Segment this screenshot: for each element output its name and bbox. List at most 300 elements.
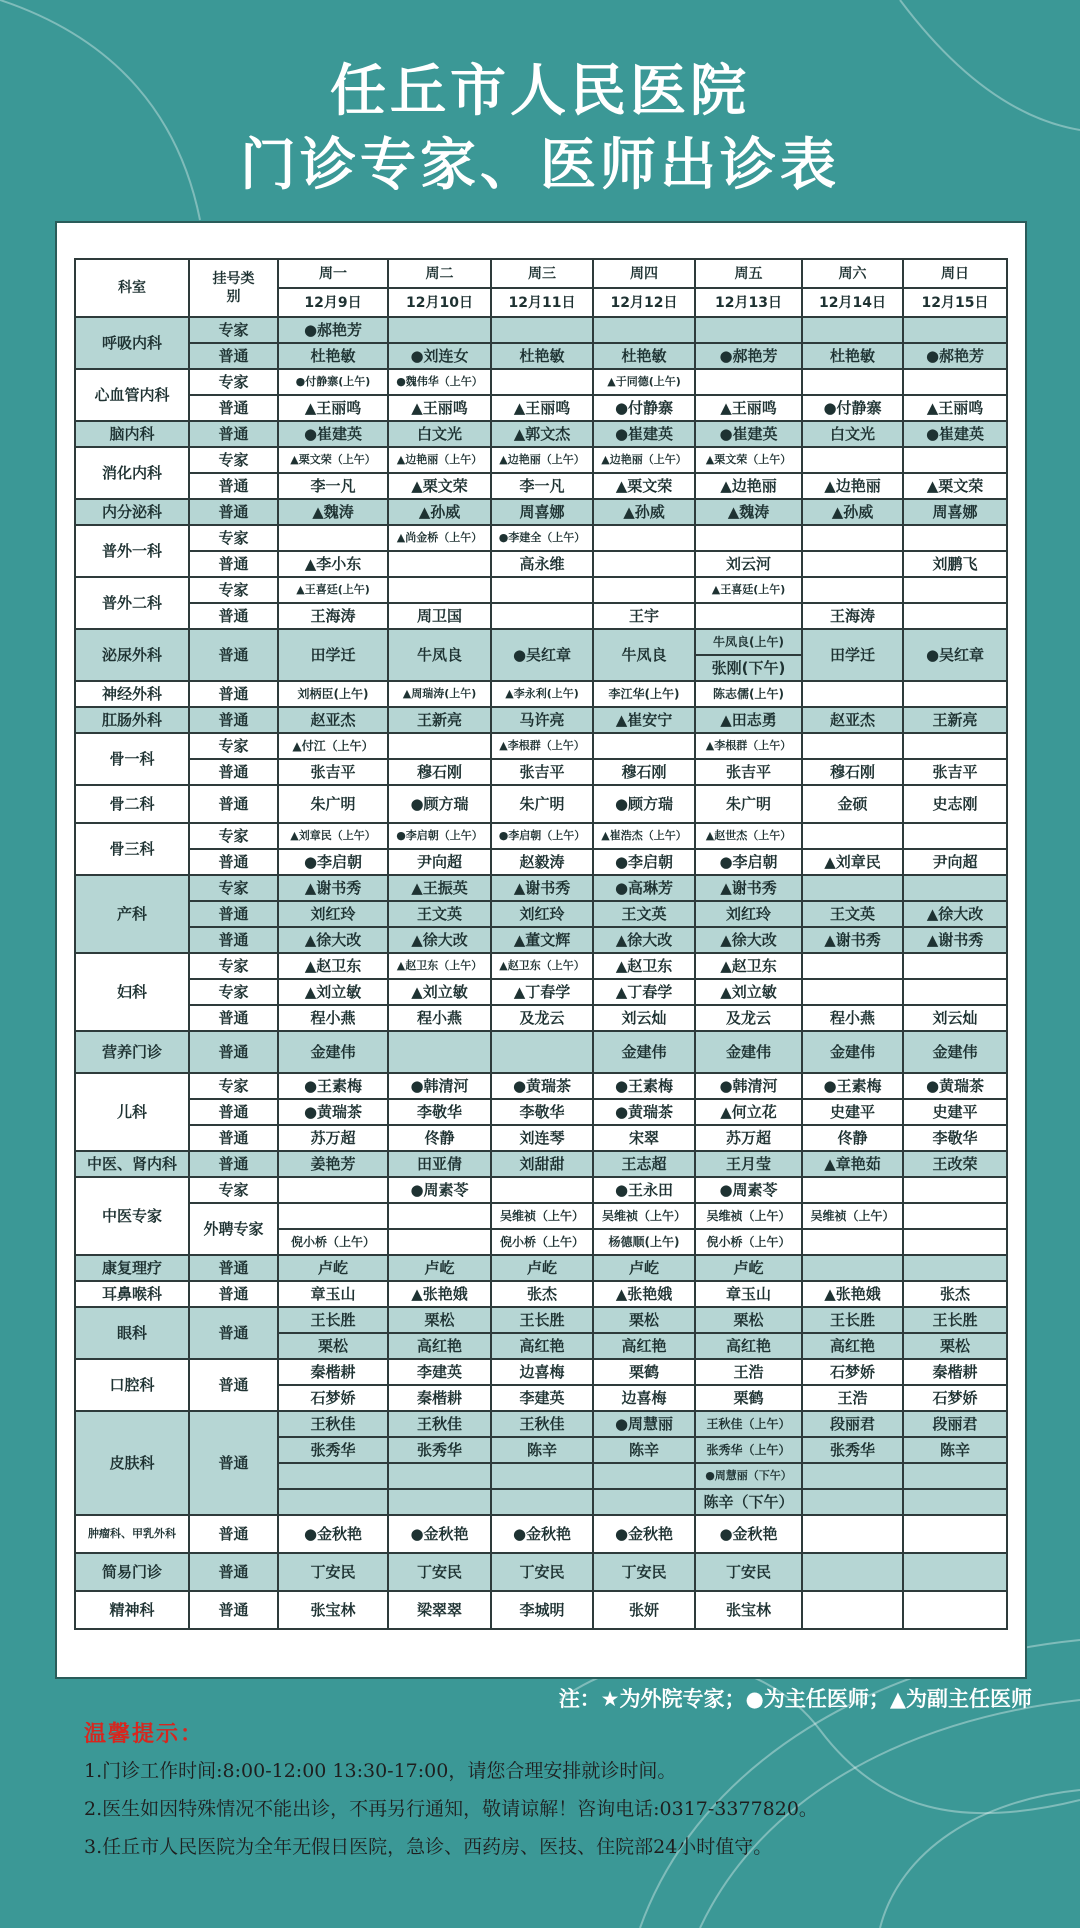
- doctor-cell: ▲丁春学: [491, 979, 593, 1005]
- registration-type: 普通: [189, 499, 278, 525]
- table-row: [75, 499, 1007, 525]
- doctor-cell: ▲魏涛: [278, 499, 388, 525]
- department-name: 妇科: [75, 953, 189, 1031]
- doctor-cell: [388, 1203, 491, 1229]
- header-date: 12月10日: [388, 288, 491, 317]
- doctor-cell: 高永维: [491, 551, 593, 577]
- doctor-cell: 栗松: [593, 1307, 695, 1333]
- doctor-cell: ●王素梅: [802, 1073, 903, 1099]
- registration-type: 普通: [189, 395, 278, 421]
- department-name: 儿科: [75, 1073, 189, 1151]
- department-name: 中医、肾内科: [75, 1151, 189, 1177]
- doctor-cell: 段丽君: [903, 1411, 1007, 1437]
- doctor-cell: 马许亮: [491, 707, 593, 733]
- table-row: [75, 849, 1007, 875]
- header-date: 12月13日: [695, 288, 802, 317]
- doctor-cell: ▲赵卫东: [695, 953, 802, 979]
- doctor-cell: 姜艳芳: [278, 1151, 388, 1177]
- doctor-cell: ▲栗文荣（上午）: [695, 447, 802, 473]
- doctor-cell: [388, 317, 491, 343]
- doctor-cell: [491, 577, 593, 603]
- doctor-cell: 石梦娇: [278, 1385, 388, 1411]
- doctor-cell: 王月莹: [695, 1151, 802, 1177]
- table-row: [75, 395, 1007, 421]
- doctor-cell: 章玉山: [278, 1281, 388, 1307]
- department-name: 呼吸内科: [75, 317, 189, 369]
- table-row: [75, 1151, 1007, 1177]
- doctor-cell: 田学迁: [802, 629, 903, 681]
- doctor-cell: 王秋佳: [388, 1411, 491, 1437]
- doctor-cell: 王长胜: [278, 1307, 388, 1333]
- doctor-cell: ●刘连女: [388, 343, 491, 369]
- doctor-cell: [593, 1463, 695, 1489]
- doctor-cell: [388, 1489, 491, 1515]
- registration-type: 普通: [189, 1281, 278, 1307]
- doctor-cell: 丁安民: [695, 1553, 802, 1591]
- registration-type: 专家: [189, 875, 278, 901]
- doctor-cell: ▲徐大改: [593, 927, 695, 953]
- doctor-cell: 高红艳: [593, 1333, 695, 1359]
- table-row: [75, 1005, 1007, 1031]
- doctor-cell: 穆石刚: [593, 759, 695, 785]
- doctor-cell: ●高琳芳: [593, 875, 695, 901]
- doctor-cell: ▲王丽鸣: [695, 395, 802, 421]
- doctor-cell: ●吴红章: [491, 629, 593, 681]
- table-row: [75, 447, 1007, 473]
- doctor-cell: [903, 1489, 1007, 1515]
- doctor-cell: ▲王振英: [388, 875, 491, 901]
- doctor-cell: ▲刘立敏: [278, 979, 388, 1005]
- header-day: 周六: [802, 259, 903, 288]
- registration-type: 普通: [189, 1005, 278, 1031]
- department-name: 皮肤科: [75, 1411, 189, 1515]
- doctor-cell: ●韩清河: [388, 1073, 491, 1099]
- doctor-cell: 石梦娇: [903, 1385, 1007, 1411]
- doctor-cell: [802, 1229, 903, 1255]
- doctor-cell: ▲徐大改: [388, 927, 491, 953]
- registration-type: 专家: [189, 979, 278, 1005]
- doctor-cell: ●崔建英: [903, 421, 1007, 447]
- doctor-cell: ▲尚金桥（上午）: [388, 525, 491, 551]
- doctor-cell: ●周慧丽（下午）: [695, 1463, 802, 1489]
- doctor-cell: 佟静: [388, 1125, 491, 1151]
- doctor-cell: 高红艳: [695, 1333, 802, 1359]
- doctor-cell: 王海涛: [278, 603, 388, 629]
- registration-type: 普通: [189, 927, 278, 953]
- doctor-cell: [903, 953, 1007, 979]
- doctor-cell: [802, 577, 903, 603]
- doctor-cell: ▲边艳丽（上午）: [593, 447, 695, 473]
- legend-note: 注：★为外院专家；●为主任医师；▲为副主任医师: [558, 1687, 1032, 1711]
- doctor-cell: [278, 1177, 388, 1203]
- department-name: 康复理疗: [75, 1255, 189, 1281]
- doctor-cell: [802, 1553, 903, 1591]
- registration-type: 专家: [189, 577, 278, 603]
- table-row: [75, 733, 1007, 759]
- doctor-cell: 高红艳: [491, 1333, 593, 1359]
- doctor-cell: ▲徐大改: [695, 927, 802, 953]
- table-row: [75, 1359, 1007, 1385]
- tips-title: 温馨提示：: [84, 1721, 205, 1747]
- doctor-cell: 尹向超: [388, 849, 491, 875]
- doctor-cell: [802, 1463, 903, 1489]
- doctor-cell: 及龙云: [491, 1005, 593, 1031]
- doctor-cell: [802, 953, 903, 979]
- doctor-cell: 王宇: [593, 603, 695, 629]
- table-row: [75, 1553, 1007, 1591]
- doctor-cell: ▲赵卫东: [593, 953, 695, 979]
- header-date: 12月14日: [802, 288, 903, 317]
- doctor-cell: ●郝艳芳: [278, 317, 388, 343]
- doctor-cell: [802, 733, 903, 759]
- doctor-cell: [903, 733, 1007, 759]
- doctor-cell: [491, 369, 593, 395]
- doctor-cell: ●金秋艳: [278, 1515, 388, 1553]
- registration-type: 普通: [189, 1099, 278, 1125]
- doctor-cell: ▲崔浩杰（上午）: [593, 823, 695, 849]
- doctor-cell: ●崔建英: [593, 421, 695, 447]
- doctor-cell: 张秀华: [278, 1437, 388, 1463]
- table-row: [75, 1177, 1007, 1203]
- doctor-cell: ▲何立花: [695, 1099, 802, 1125]
- doctor-cell: ●顾方瑞: [388, 785, 491, 823]
- doctor-cell: [903, 369, 1007, 395]
- doctor-cell: [802, 369, 903, 395]
- doctor-cell: ▲孙威: [388, 499, 491, 525]
- doctor-cell: 刘红玲: [278, 901, 388, 927]
- registration-type: 专家: [189, 317, 278, 343]
- doctor-cell: ▲王丽鸣: [491, 395, 593, 421]
- table-row: [75, 421, 1007, 447]
- doctor-cell: [593, 317, 695, 343]
- doctor-cell: ▲栗文荣: [903, 473, 1007, 499]
- doctor-cell: ▲谢书秀: [695, 875, 802, 901]
- doctor-cell: 王新亮: [903, 707, 1007, 733]
- department-name: 骨三科: [75, 823, 189, 875]
- doctor-cell: ●吴红章: [903, 629, 1007, 681]
- registration-type: 普通: [189, 1411, 278, 1515]
- table-row: [75, 979, 1007, 1005]
- doctor-cell: [903, 525, 1007, 551]
- department-name: 骨一科: [75, 733, 189, 785]
- doctor-cell: 张秀华: [388, 1437, 491, 1463]
- doctor-cell: [802, 1177, 903, 1203]
- doctor-cell: ▲孙威: [593, 499, 695, 525]
- doctor-cell: 吴维祯（上午）: [695, 1203, 802, 1229]
- doctor-cell: 朱广明: [491, 785, 593, 823]
- doctor-cell: [903, 317, 1007, 343]
- doctor-cell: [695, 369, 802, 395]
- doctor-cell: ▲边艳丽（上午）: [388, 447, 491, 473]
- doctor-cell: ●郝艳芳: [695, 343, 802, 369]
- hospital-name-title: 任丘市人民医院: [330, 59, 750, 124]
- doctor-cell: 李敬华: [388, 1099, 491, 1125]
- doctor-cell: [903, 1255, 1007, 1281]
- doctor-cell: 李建英: [491, 1385, 593, 1411]
- doctor-cell: 陈辛: [903, 1437, 1007, 1463]
- table-row: [75, 473, 1007, 499]
- doctor-cell: 王长胜: [491, 1307, 593, 1333]
- department-name: 简易门诊: [75, 1553, 189, 1591]
- registration-type: 普通: [189, 1255, 278, 1281]
- doctor-cell: [278, 1203, 388, 1229]
- table-row: [75, 1411, 1007, 1437]
- doctor-cell: 陈志儒(上午): [695, 681, 802, 707]
- doctor-cell: [802, 525, 903, 551]
- doctor-cell: [903, 1553, 1007, 1591]
- doctor-cell: [802, 1489, 903, 1515]
- doctor-cell: 张吉平: [695, 759, 802, 785]
- doctor-cell: ●王永田: [593, 1177, 695, 1203]
- department-name: 中医专家: [75, 1177, 189, 1255]
- department-name: 脑内科: [75, 421, 189, 447]
- doctor-cell: [388, 1463, 491, 1489]
- doctor-cell: [903, 1591, 1007, 1629]
- doctor-cell: 丁安民: [278, 1553, 388, 1591]
- table-row: [75, 1515, 1007, 1553]
- doctor-cell: ●付静寨(上午): [278, 369, 388, 395]
- doctor-cell: 张秀华（上午）: [695, 1437, 802, 1463]
- registration-type: 普通: [189, 1359, 278, 1411]
- doctor-cell: ▲章艳茹: [802, 1151, 903, 1177]
- registration-type: 普通: [189, 1031, 278, 1073]
- doctor-cell: ▲郭文杰: [491, 421, 593, 447]
- schedule-table: [74, 258, 1008, 1630]
- header-day: 周一: [278, 259, 388, 288]
- registration-type: 普通: [189, 1151, 278, 1177]
- table-row: [75, 525, 1007, 551]
- doctor-cell: 张妍: [593, 1591, 695, 1629]
- registration-type: 普通: [189, 551, 278, 577]
- doctor-cell: 卢屹: [388, 1255, 491, 1281]
- doctor-cell: ▲王丽鸣: [903, 395, 1007, 421]
- doctor-cell: ▲李永利(上午): [491, 681, 593, 707]
- table-row: [75, 317, 1007, 343]
- doctor-cell: 张杰: [903, 1281, 1007, 1307]
- doctor-cell: 陈辛: [593, 1437, 695, 1463]
- registration-type: 普通: [189, 1125, 278, 1151]
- department-name: 消化内科: [75, 447, 189, 499]
- doctor-cell: 杜艳敏: [802, 343, 903, 369]
- doctor-cell: 丁安民: [491, 1553, 593, 1591]
- header-dept: 科室: [75, 259, 189, 317]
- table-row: [75, 1307, 1007, 1333]
- registration-type: 普通: [189, 849, 278, 875]
- doctor-cell: 李城明: [491, 1591, 593, 1629]
- registration-type: 专家: [189, 1073, 278, 1099]
- doctor-cell: ●黄瑞茶: [593, 1099, 695, 1125]
- header-day: 周三: [491, 259, 593, 288]
- table-row: [75, 1591, 1007, 1629]
- schedule-title: 门诊专家、医师出诊表: [240, 133, 840, 198]
- doctor-cell: 王志超: [593, 1151, 695, 1177]
- header-day: 周二: [388, 259, 491, 288]
- doctor-cell: 尹向超: [903, 849, 1007, 875]
- doctor-cell: ▲张艳娥: [802, 1281, 903, 1307]
- doctor-cell: ▲付江（上午）: [278, 733, 388, 759]
- doctor-cell: ●崔建英: [278, 421, 388, 447]
- doctor-cell: 程小燕: [278, 1005, 388, 1031]
- doctor-cell: ▲刘立敏: [695, 979, 802, 1005]
- header-day: 周日: [903, 259, 1007, 288]
- doctor-cell: [593, 577, 695, 603]
- table-row: [75, 759, 1007, 785]
- doctor-cell: [802, 447, 903, 473]
- doctor-cell: 丁安民: [388, 1553, 491, 1591]
- doctor-cell: 张吉平: [491, 759, 593, 785]
- doctor-cell: 周卫国: [388, 603, 491, 629]
- department-name: 口腔科: [75, 1359, 189, 1411]
- doctor-cell: 陈辛（下午）: [695, 1489, 802, 1515]
- doctor-cell: 王秋佳: [278, 1411, 388, 1437]
- doctor-cell: 刘云灿: [593, 1005, 695, 1031]
- doctor-cell: 杜艳敏: [491, 343, 593, 369]
- doctor-cell: 王秋佳: [491, 1411, 593, 1437]
- header-type: 挂号类别: [189, 259, 278, 317]
- header-date: 12月9日: [278, 288, 388, 317]
- doctor-cell: 周喜娜: [903, 499, 1007, 525]
- doctor-cell: 边喜梅: [491, 1359, 593, 1385]
- doctor-cell: 金建伟: [278, 1031, 388, 1073]
- doctor-cell: 段丽君: [802, 1411, 903, 1437]
- doctor-cell: ▲王喜廷(上午): [278, 577, 388, 603]
- tip-item: 3.任丘市人民医院为全年无假日医院，急诊、西药房、医技、住院部24小时值守。: [84, 1836, 773, 1858]
- doctor-cell: 牛凤良(上午): [695, 629, 802, 655]
- doctor-cell: 赵亚杰: [802, 707, 903, 733]
- doctor-cell: ▲栗文荣: [388, 473, 491, 499]
- doctor-cell: 卢屹: [695, 1255, 802, 1281]
- doctor-cell: 吴维祯（上午）: [491, 1203, 593, 1229]
- doctor-cell: 边喜梅: [593, 1385, 695, 1411]
- department-name: 神经外科: [75, 681, 189, 707]
- doctor-cell: 刘红玲: [491, 901, 593, 927]
- doctor-cell: ▲刘立敏: [388, 979, 491, 1005]
- doctor-cell: [802, 979, 903, 1005]
- header-date: 12月15日: [903, 288, 1007, 317]
- doctor-cell: ▲谢书秀: [903, 927, 1007, 953]
- doctor-cell: [903, 823, 1007, 849]
- doctor-cell: 杜艳敏: [593, 343, 695, 369]
- doctor-cell: 王长胜: [903, 1307, 1007, 1333]
- doctor-cell: ●魏伟华（上午）: [388, 369, 491, 395]
- registration-type: 外聘专家: [189, 1203, 278, 1255]
- registration-type: 专家: [189, 369, 278, 395]
- department-name: 精神科: [75, 1591, 189, 1629]
- doctor-cell: ▲边艳丽: [695, 473, 802, 499]
- table-row: [75, 927, 1007, 953]
- table-row: [75, 369, 1007, 395]
- doctor-cell: ▲栗文荣: [593, 473, 695, 499]
- doctor-cell: 倪小桥（上午）: [278, 1229, 388, 1255]
- doctor-cell: 王长胜: [802, 1307, 903, 1333]
- doctor-cell: ●金秋艳: [491, 1515, 593, 1553]
- doctor-cell: [903, 1463, 1007, 1489]
- doctor-cell: [491, 603, 593, 629]
- doctor-cell: ▲栗文荣（上午）: [278, 447, 388, 473]
- doctor-cell: ●付静寨: [593, 395, 695, 421]
- doctor-cell: 杜艳敏: [278, 343, 388, 369]
- doctor-cell: ▲赵世杰（上午）: [695, 823, 802, 849]
- registration-type: 普通: [189, 1515, 278, 1553]
- table-row: [75, 1031, 1007, 1073]
- registration-type: 普通: [189, 1591, 278, 1629]
- doctor-cell: 史建平: [802, 1099, 903, 1125]
- doctor-cell: 刘甜甜: [491, 1151, 593, 1177]
- registration-type: 专家: [189, 823, 278, 849]
- doctor-cell: ●周素苓: [388, 1177, 491, 1203]
- doctor-cell: ▲李根群（上午）: [491, 733, 593, 759]
- table-row: [75, 1281, 1007, 1307]
- doctor-cell: ●周慧丽: [593, 1411, 695, 1437]
- doctor-cell: [802, 681, 903, 707]
- table-row: [75, 1255, 1007, 1281]
- department-name: 泌尿外科: [75, 629, 189, 681]
- doctor-cell: [903, 447, 1007, 473]
- department-name: 眼科: [75, 1307, 189, 1359]
- doctor-cell: [388, 551, 491, 577]
- department-name: 心血管内科: [75, 369, 189, 421]
- doctor-cell: 穆石刚: [802, 759, 903, 785]
- registration-type: 普通: [189, 603, 278, 629]
- doctor-cell: 刘连琴: [491, 1125, 593, 1151]
- doctor-cell: 王浩: [695, 1359, 802, 1385]
- doctor-cell: ●金秋艳: [593, 1515, 695, 1553]
- doctor-cell: 王新亮: [388, 707, 491, 733]
- doctor-cell: [388, 577, 491, 603]
- doctor-cell: ▲赵卫东（上午）: [388, 953, 491, 979]
- doctor-cell: 王文英: [593, 901, 695, 927]
- doctor-cell: 田亚倩: [388, 1151, 491, 1177]
- doctor-cell: ▲刘章民: [802, 849, 903, 875]
- doctor-cell: 刘鹏飞: [903, 551, 1007, 577]
- department-name: 营养门诊: [75, 1031, 189, 1073]
- department-name: 肛肠外科: [75, 707, 189, 733]
- table-header-row-days: [75, 259, 1007, 288]
- department-name: 耳鼻喉科: [75, 1281, 189, 1307]
- doctor-cell: 金建伟: [695, 1031, 802, 1073]
- doctor-cell: ●王素梅: [593, 1073, 695, 1099]
- doctor-cell: [903, 577, 1007, 603]
- doctor-cell: 白文光: [388, 421, 491, 447]
- registration-type: 专家: [189, 1177, 278, 1203]
- doctor-cell: 苏万超: [278, 1125, 388, 1151]
- department-name: 骨二科: [75, 785, 189, 823]
- doctor-cell: ●李启朝: [695, 849, 802, 875]
- doctor-cell: ▲王丽鸣: [278, 395, 388, 421]
- doctor-cell: 程小燕: [802, 1005, 903, 1031]
- table-row: [75, 823, 1007, 849]
- doctor-cell: 刘云河: [695, 551, 802, 577]
- registration-type: 普通: [189, 421, 278, 447]
- doctor-cell: 金建伟: [593, 1031, 695, 1073]
- doctor-cell: 石梦娇: [802, 1359, 903, 1385]
- doctor-cell: 张吉平: [278, 759, 388, 785]
- doctor-cell: 李敬华: [491, 1099, 593, 1125]
- doctor-cell: [491, 1177, 593, 1203]
- registration-type: 专家: [189, 733, 278, 759]
- doctor-cell: ▲周瑞涛(上午): [388, 681, 491, 707]
- doctor-cell: 张秀华: [802, 1437, 903, 1463]
- table-row: [75, 1099, 1007, 1125]
- doctor-cell: 朱广明: [695, 785, 802, 823]
- doctor-cell: [593, 1489, 695, 1515]
- doctor-cell: ▲边艳丽（上午）: [491, 447, 593, 473]
- doctor-cell: [278, 1463, 388, 1489]
- doctor-cell: ▲孙威: [802, 499, 903, 525]
- doctor-cell: 丁安民: [593, 1553, 695, 1591]
- table-row: [75, 901, 1007, 927]
- doctor-cell: 陈辛: [491, 1437, 593, 1463]
